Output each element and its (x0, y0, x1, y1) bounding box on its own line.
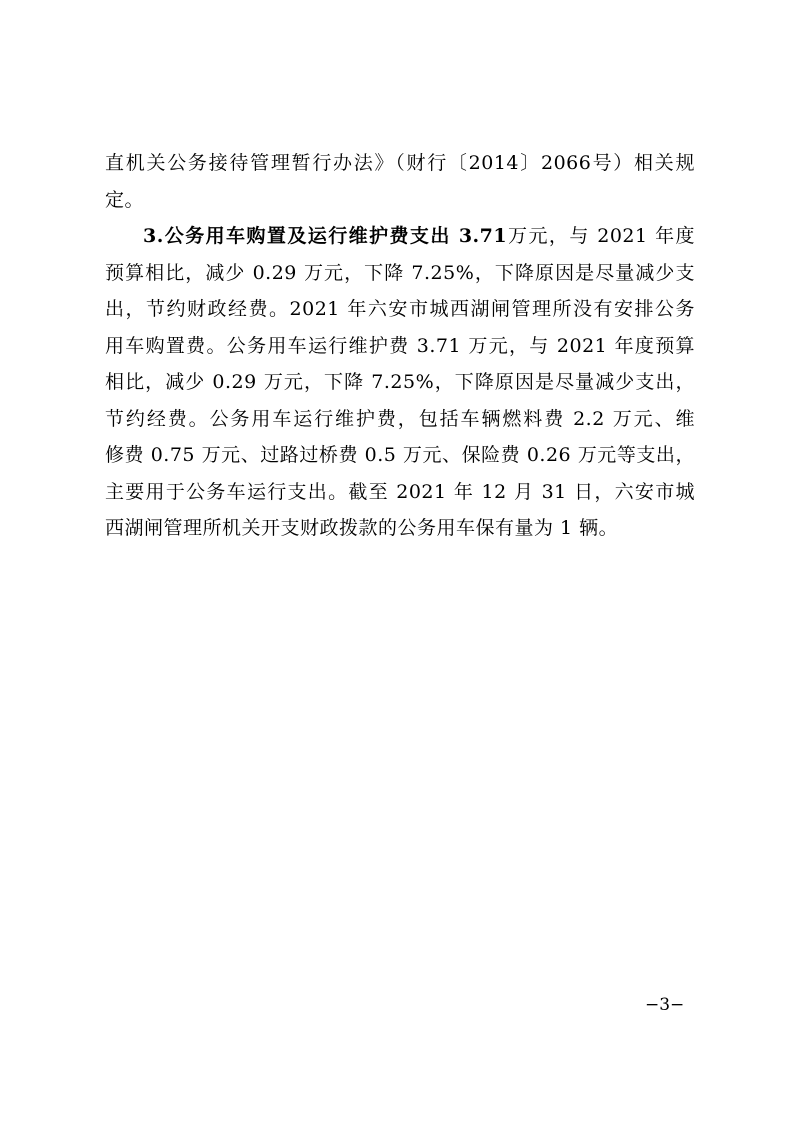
paragraph-2-line-3: 出，节约财政经费。2021 年六安市城西湖闸管理所没有安排公务 (105, 298, 695, 320)
paragraph-1-line-1: 直机关公务接待管理暂行办法》（财行〔2014〕2066号）相关规 (105, 152, 695, 174)
section-heading: 3.公务用车购置及运行维护费支出 3.71 (143, 225, 508, 247)
body-text (105, 145, 695, 547)
paragraph-2-line-1-rest: 万元，与 2021 年度 (507, 225, 695, 247)
paragraph-2-line-9: 西湖闸管理所机关开支财政拨款的公务用车保有量为 1 辆。 (105, 517, 619, 539)
paragraph-2-line-2: 预算相比，减少 0.29 万元，下降 7.25%，下降原因是尽量减少支 (105, 261, 695, 284)
paragraph-2-line-4: 用车购置费。公务用车运行维护费 3.71 万元，与 2021 年度预算 (105, 334, 695, 357)
paragraph-2-line-7: 修费 0.75 万元、过路过桥费 0.5 万元、保险费 0.26 万元等支出， (105, 444, 695, 466)
paragraph-2-line-8: 主要用于公务车运行支出。截至 2021 年 12 月 31 日，六安市城 (105, 480, 695, 503)
paragraph-1-line-2: 定。 (105, 188, 145, 211)
paragraph-2-line-1 (105, 218, 695, 255)
page-number: −3− (645, 995, 685, 1015)
paragraph-2-line-6: 节约经费。公务用车运行维护费，包括车辆燃料费 2.2 万元、维 (105, 407, 695, 430)
paragraph-2-line-5: 相比，减少 0.29 万元，下降 7.25%，下降原因是尽量减少支出， (105, 371, 695, 393)
